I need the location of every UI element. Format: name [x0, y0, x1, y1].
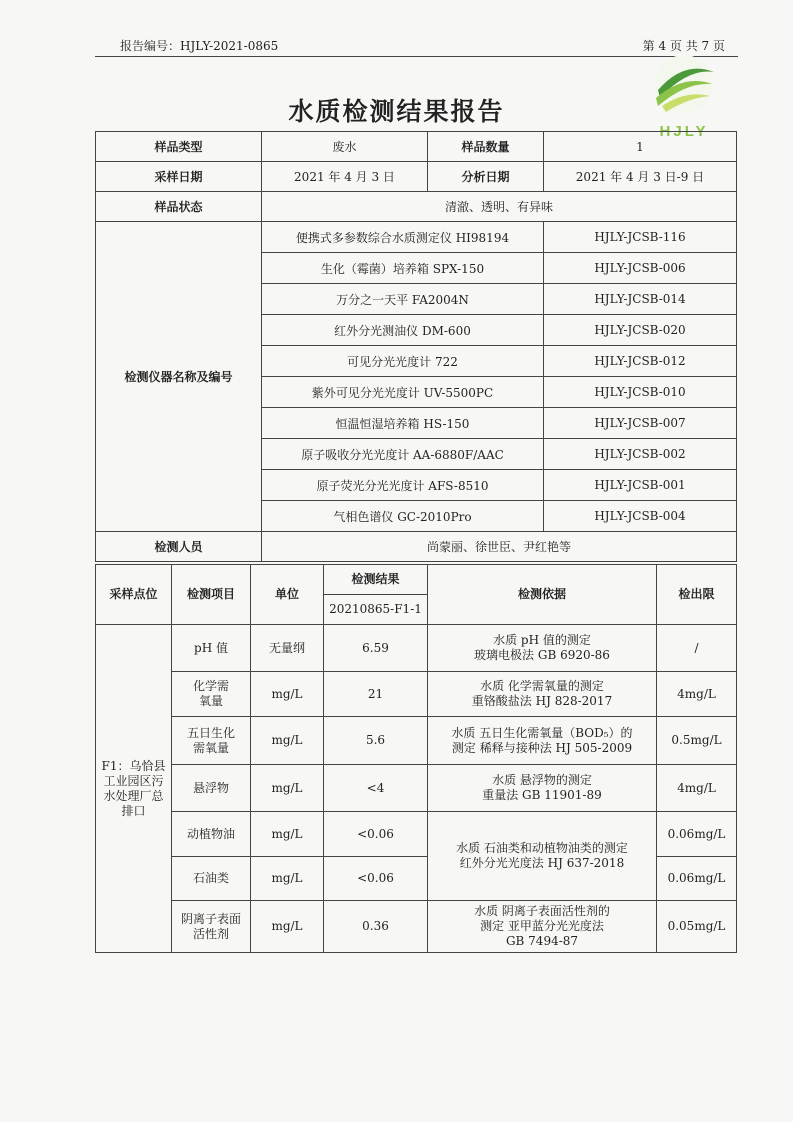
- value-sample-qty: 1: [544, 132, 737, 162]
- item-unit: mg/L: [251, 857, 324, 901]
- value-sampling-date: 2021 年 4 月 3 日: [262, 162, 428, 192]
- item-unit: mg/L: [251, 812, 324, 857]
- report-title: 水质检测结果报告: [288, 97, 505, 126]
- item-basis: 水质 化学需氧量的测定 重铬酸盐法 HJ 828-2017: [428, 672, 657, 717]
- item-unit: 无量纲: [251, 625, 324, 672]
- header-unit: 单位: [251, 565, 324, 625]
- instrument-code: HJLY-JCSB-001: [544, 470, 737, 501]
- item-limit: 4mg/L: [657, 672, 737, 717]
- label-sampling-date: 采样日期: [96, 162, 262, 192]
- item-limit: 4mg/L: [657, 765, 737, 812]
- item-value: 5.6: [324, 717, 428, 765]
- item-name: 五日生化 需氧量: [172, 717, 251, 765]
- item-limit: /: [657, 625, 737, 672]
- item-value: 6.59: [324, 625, 428, 672]
- label-personnel: 检测人员: [96, 532, 262, 562]
- item-limit: 0.06mg/L: [657, 857, 737, 901]
- instrument-name: 原子吸收分光光度计 AA-6880F/AAC: [262, 439, 544, 470]
- instrument-code: HJLY-JCSB-116: [544, 222, 737, 253]
- header-result: 检测结果: [324, 565, 428, 595]
- instrument-name: 万分之一天平 FA2004N: [262, 284, 544, 315]
- instrument-code: HJLY-JCSB-007: [544, 408, 737, 439]
- results-table: [95, 564, 737, 953]
- item-value: 0.36: [324, 901, 428, 953]
- label-instruments: 检测仪器名称及编号: [96, 222, 262, 532]
- label-sample-state: 样品状态: [96, 192, 262, 222]
- page-number: 第 4 页 共 7 页: [642, 39, 725, 53]
- instrument-name: 可见分光光度计 722: [262, 346, 544, 377]
- item-basis: 水质 悬浮物的测定 重量法 GB 11901-89: [428, 765, 657, 812]
- svg-text:HJLY: HJLY: [659, 123, 709, 140]
- instrument-name: 红外分光测油仪 DM-600: [262, 315, 544, 346]
- item-limit: 0.06mg/L: [657, 812, 737, 857]
- item-name: 阴离子表面 活性剂: [172, 901, 251, 953]
- instrument-name: 气相色谱仪 GC-2010Pro: [262, 501, 544, 532]
- sampling-point: F1：乌恰县工业园区污水处理厂总排口: [96, 625, 172, 953]
- value-analysis-date: 2021 年 4 月 3 日-9 日: [544, 162, 737, 192]
- header-rule: [95, 56, 738, 57]
- item-unit: mg/L: [251, 672, 324, 717]
- instrument-name: 生化（霉菌）培养箱 SPX-150: [262, 253, 544, 284]
- item-unit: mg/L: [251, 717, 324, 765]
- item-basis-oil: 水质 石油类和动植物油类的测定 红外分光光度法 HJ 637-2018: [428, 812, 657, 901]
- item-limit: 0.05mg/L: [657, 901, 737, 953]
- item-name: 石油类: [172, 857, 251, 901]
- header-limit: 检出限: [657, 565, 737, 625]
- item-limit: 0.5mg/L: [657, 717, 737, 765]
- item-unit: mg/L: [251, 765, 324, 812]
- instrument-name: 紫外可见分光光度计 UV-5500PC: [262, 377, 544, 408]
- item-basis: 水质 pH 值的测定 玻璃电极法 GB 6920-86: [428, 625, 657, 672]
- item-basis: 水质 阴离子表面活性剂的 测定 亚甲蓝分光光度法 GB 7494-87: [428, 901, 657, 953]
- instrument-code: HJLY-JCSB-012: [544, 346, 737, 377]
- item-name: pH 值: [172, 625, 251, 672]
- header-item: 检测项目: [172, 565, 251, 625]
- instrument-code: HJLY-JCSB-020: [544, 315, 737, 346]
- instrument-code: HJLY-JCSB-006: [544, 253, 737, 284]
- instrument-name: 恒温恒湿培养箱 HS-150: [262, 408, 544, 439]
- instrument-code: HJLY-JCSB-004: [544, 501, 737, 532]
- item-unit: mg/L: [251, 901, 324, 953]
- item-value: <0.06: [324, 857, 428, 901]
- item-value: 21: [324, 672, 428, 717]
- label-sample-qty: 样品数量: [428, 132, 544, 162]
- value-sample-state: 清澈、透明、有异味: [262, 192, 737, 222]
- value-personnel: 尚蒙丽、徐世臣、尹红艳等: [262, 532, 737, 562]
- item-name: 动植物油: [172, 812, 251, 857]
- item-value: <0.06: [324, 812, 428, 857]
- instrument-code: HJLY-JCSB-014: [544, 284, 737, 315]
- sample-info-table: [95, 131, 737, 562]
- header-sample-id: 20210865-F1-1: [324, 595, 428, 625]
- report-number: 报告编号：HJLY-2021-0865: [120, 39, 279, 53]
- instrument-code: HJLY-JCSB-002: [544, 439, 737, 470]
- label-analysis-date: 分析日期: [428, 162, 544, 192]
- instrument-name: 便携式多参数综合水质测定仪 HI98194: [262, 222, 544, 253]
- item-name: 化学需 氧量: [172, 672, 251, 717]
- item-name: 悬浮物: [172, 765, 251, 812]
- item-value: <4: [324, 765, 428, 812]
- instrument-code: HJLY-JCSB-010: [544, 377, 737, 408]
- header-basis: 检测依据: [428, 565, 657, 625]
- header-point: 采样点位: [96, 565, 172, 625]
- item-basis: 水质 五日生化需氧量（BOD₅）的 测定 稀释与接种法 HJ 505-2009: [428, 717, 657, 765]
- instrument-name: 原子荧光分光光度计 AFS-8510: [262, 470, 544, 501]
- value-sample-type: 废水: [262, 132, 428, 162]
- label-sample-type: 样品类型: [96, 132, 262, 162]
